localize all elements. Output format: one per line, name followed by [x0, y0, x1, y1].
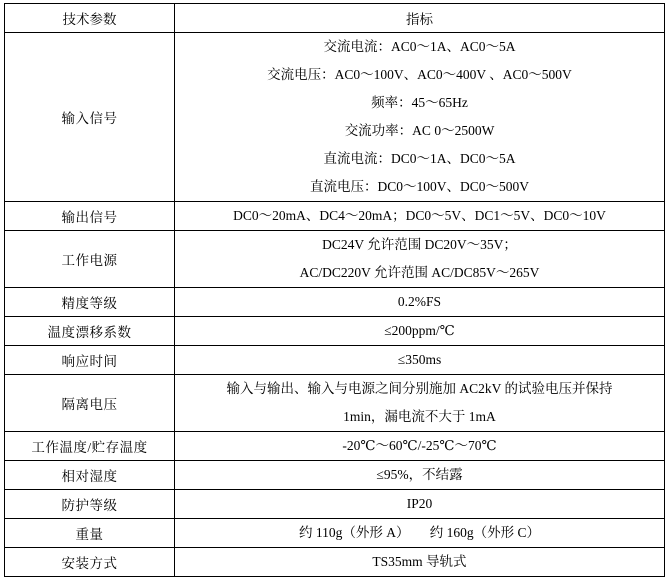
- header-param: 技术参数: [5, 4, 175, 33]
- param-label: 精度等级: [5, 288, 175, 317]
- value-cell: [175, 548, 665, 577]
- param-label: 工作电源: [5, 231, 175, 288]
- value-line: 直流电压：DC0～100V、DC0～500V: [309, 179, 529, 194]
- param-label: 响应时间: [5, 346, 175, 375]
- spec-table: [4, 3, 665, 577]
- value-cell: [175, 33, 665, 202]
- value-line: TS35mm 导轨式: [372, 554, 467, 569]
- param-label: 安装方式: [5, 548, 175, 577]
- value-line: -20℃～60℃/-25℃～70℃: [342, 438, 497, 453]
- value-line: ≤350ms: [397, 352, 442, 367]
- value-line: 1min，漏电流不大于 1mA: [343, 409, 496, 424]
- value-line: 频率：45～65Hz: [371, 95, 468, 110]
- value-cell: [175, 490, 665, 519]
- value-cell: [175, 202, 665, 231]
- table-row-operating-temp: [5, 432, 665, 461]
- table-row-weight: [5, 519, 665, 548]
- param-label: 输出信号: [5, 202, 175, 231]
- table-row-response-time: [5, 346, 665, 375]
- value-line: 交流电流：AC0～1A、AC0～5A: [323, 39, 516, 54]
- table-row-humidity: [5, 461, 665, 490]
- value-line: ≤95%，不结露: [376, 467, 463, 482]
- table-row-power-supply: [5, 231, 665, 288]
- value-line: ≤200ppm/℃: [384, 323, 455, 338]
- value-line: 直流电流：DC0～1A、DC0～5A: [323, 151, 516, 166]
- table-row-isolation-voltage: [5, 375, 665, 432]
- value-line: IP20: [406, 496, 433, 511]
- param-label: 工作温度/贮存温度: [5, 432, 175, 461]
- value-line: 0.2%FS: [397, 294, 442, 309]
- value-cell: [175, 519, 665, 548]
- table-row-accuracy: [5, 288, 665, 317]
- value-cell: [175, 432, 665, 461]
- param-label: 重量: [5, 519, 175, 548]
- param-label: 输入信号: [5, 33, 175, 202]
- value-line: 约 110g（外形 A） 约 160g（外形 C）: [298, 525, 540, 540]
- table-header-row: [5, 4, 665, 33]
- value-line: DC24V 允许范围 DC20V～35V；: [322, 237, 517, 252]
- param-label: 隔离电压: [5, 375, 175, 432]
- table-row-temp-drift: [5, 317, 665, 346]
- table-row-protection: [5, 490, 665, 519]
- header-value: 指标: [175, 4, 665, 33]
- value-line: 交流电压：AC0～100V、AC0～400V 、AC0～500V: [267, 67, 572, 82]
- param-label: 相对湿度: [5, 461, 175, 490]
- value-line: 输入与输出、输入与电源之间分别施加 AC2kV 的试验电压并保持: [226, 381, 613, 396]
- value-cell: [175, 375, 665, 432]
- value-line: 交流功率：AC 0～2500W: [344, 123, 495, 138]
- value-cell: [175, 317, 665, 346]
- table-row-mounting: [5, 548, 665, 577]
- param-label: 防护等级: [5, 490, 175, 519]
- param-label: 温度漂移系数: [5, 317, 175, 346]
- table-row-input-signal: [5, 33, 665, 202]
- value-cell: [175, 231, 665, 288]
- value-line: DC0～20mA、DC4～20mA；DC0～5V、DC1～5V、DC0～10V: [233, 208, 606, 223]
- table-row-output-signal: [5, 202, 665, 231]
- value-cell: [175, 461, 665, 490]
- value-line: AC/DC220V 允许范围 AC/DC85V～265V: [299, 265, 540, 280]
- value-cell: [175, 288, 665, 317]
- value-cell: [175, 346, 665, 375]
